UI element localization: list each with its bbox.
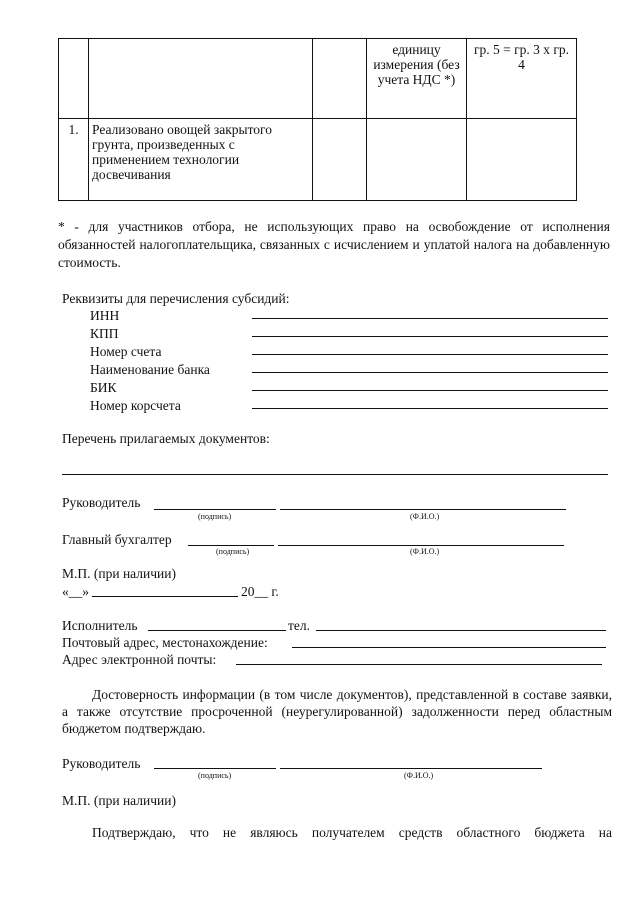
requisites-title: Реквизиты для перечисления субсидий: <box>62 291 290 306</box>
row-name: Реализовано овощей закрытого грунта, произведенных с применением технологии досвечивания <box>89 119 313 201</box>
footnote: * - для участников отбора, не использующих право на освобождение от исполнения обязанностей налогоплательщика, связанных с исчислением и уплатой налога на добавленную стоимость. <box>58 219 610 270</box>
postal-label: Почтовый адрес, местонахождение: <box>62 635 268 650</box>
fio-hint: (Ф.И.О.) <box>404 771 434 780</box>
accountant-fio-line[interactable] <box>278 545 564 546</box>
table-cell <box>313 39 367 119</box>
sign-hint: (подпись) <box>198 771 232 780</box>
executor-label: Исполнитель <box>62 618 138 633</box>
head-fio-line-2[interactable] <box>280 768 542 769</box>
head-fio-line[interactable] <box>280 509 566 510</box>
phone-field-line[interactable] <box>316 630 606 631</box>
row-number: 1. <box>59 119 89 201</box>
requisite-label-bank: Наименование банка <box>90 362 210 377</box>
kpp-field-line[interactable] <box>252 336 608 337</box>
head-signature-line[interactable] <box>154 509 276 510</box>
email-label: Адрес электронной почты: <box>62 652 217 667</box>
postal-field-line[interactable] <box>292 647 606 648</box>
head-label-2: Руководитель <box>62 756 141 771</box>
table-cell <box>89 39 313 119</box>
table-row <box>59 119 577 201</box>
date-month-line[interactable] <box>92 596 238 597</box>
corr-account-field-line[interactable] <box>252 408 608 409</box>
account-field-line[interactable] <box>252 354 608 355</box>
email-field-line[interactable] <box>236 664 602 665</box>
requisite-label-corr-account: Номер корсчета <box>90 398 181 413</box>
head-label: Руководитель <box>62 495 141 510</box>
table-cell <box>367 119 467 201</box>
table-header-unit-price: единицу измерения (без учета НДС *) <box>367 39 467 119</box>
head-signature-line-2[interactable] <box>154 768 276 769</box>
date-day: «__» <box>62 584 89 599</box>
bank-field-line[interactable] <box>252 372 608 373</box>
bik-field-line[interactable] <box>252 390 608 391</box>
sign-hint: (подпись) <box>216 547 250 556</box>
table-cell <box>467 119 577 201</box>
accountant-signature-line[interactable] <box>188 545 274 546</box>
table-cell <box>313 119 367 201</box>
stamp-label: М.П. (при наличии) <box>62 566 176 581</box>
requisite-label-kpp: КПП <box>90 326 119 341</box>
fio-hint: (Ф.И.О.) <box>410 547 440 556</box>
accountant-label: Главный бухгалтер <box>62 532 172 547</box>
table-header-row <box>59 39 577 119</box>
sign-hint: (подпись) <box>198 512 232 521</box>
requisite-label-inn: ИНН <box>90 308 120 323</box>
stamp-label-2: М.П. (при наличии) <box>62 793 176 808</box>
table-header-total: гр. 5 = гр. 3 х гр. 4 <box>467 39 577 119</box>
confirmation-paragraph: Достоверность информации (в том числе документов), представленной в составе заявки, а также отсутствие просроченной (неурегулированной) задолженности перед областным бюджетом подтверждаю. <box>62 687 612 736</box>
fio-hint: (Ф.И.О.) <box>410 512 440 521</box>
requisite-label-account: Номер счета <box>90 344 162 359</box>
data-table <box>58 38 577 201</box>
inn-field-line[interactable] <box>252 318 608 319</box>
requisite-label-bik: БИК <box>90 380 117 395</box>
executor-field-line[interactable] <box>148 630 286 631</box>
documents-field-line[interactable] <box>62 474 608 475</box>
table-cell <box>59 39 89 119</box>
documents-title: Перечень прилагаемых документов: <box>62 431 270 446</box>
final-paragraph: Подтверждаю, что не являюсь получателем средств областного бюджета на <box>92 825 612 840</box>
phone-label: тел. <box>288 618 311 633</box>
date-year: 20__ г. <box>241 584 279 599</box>
